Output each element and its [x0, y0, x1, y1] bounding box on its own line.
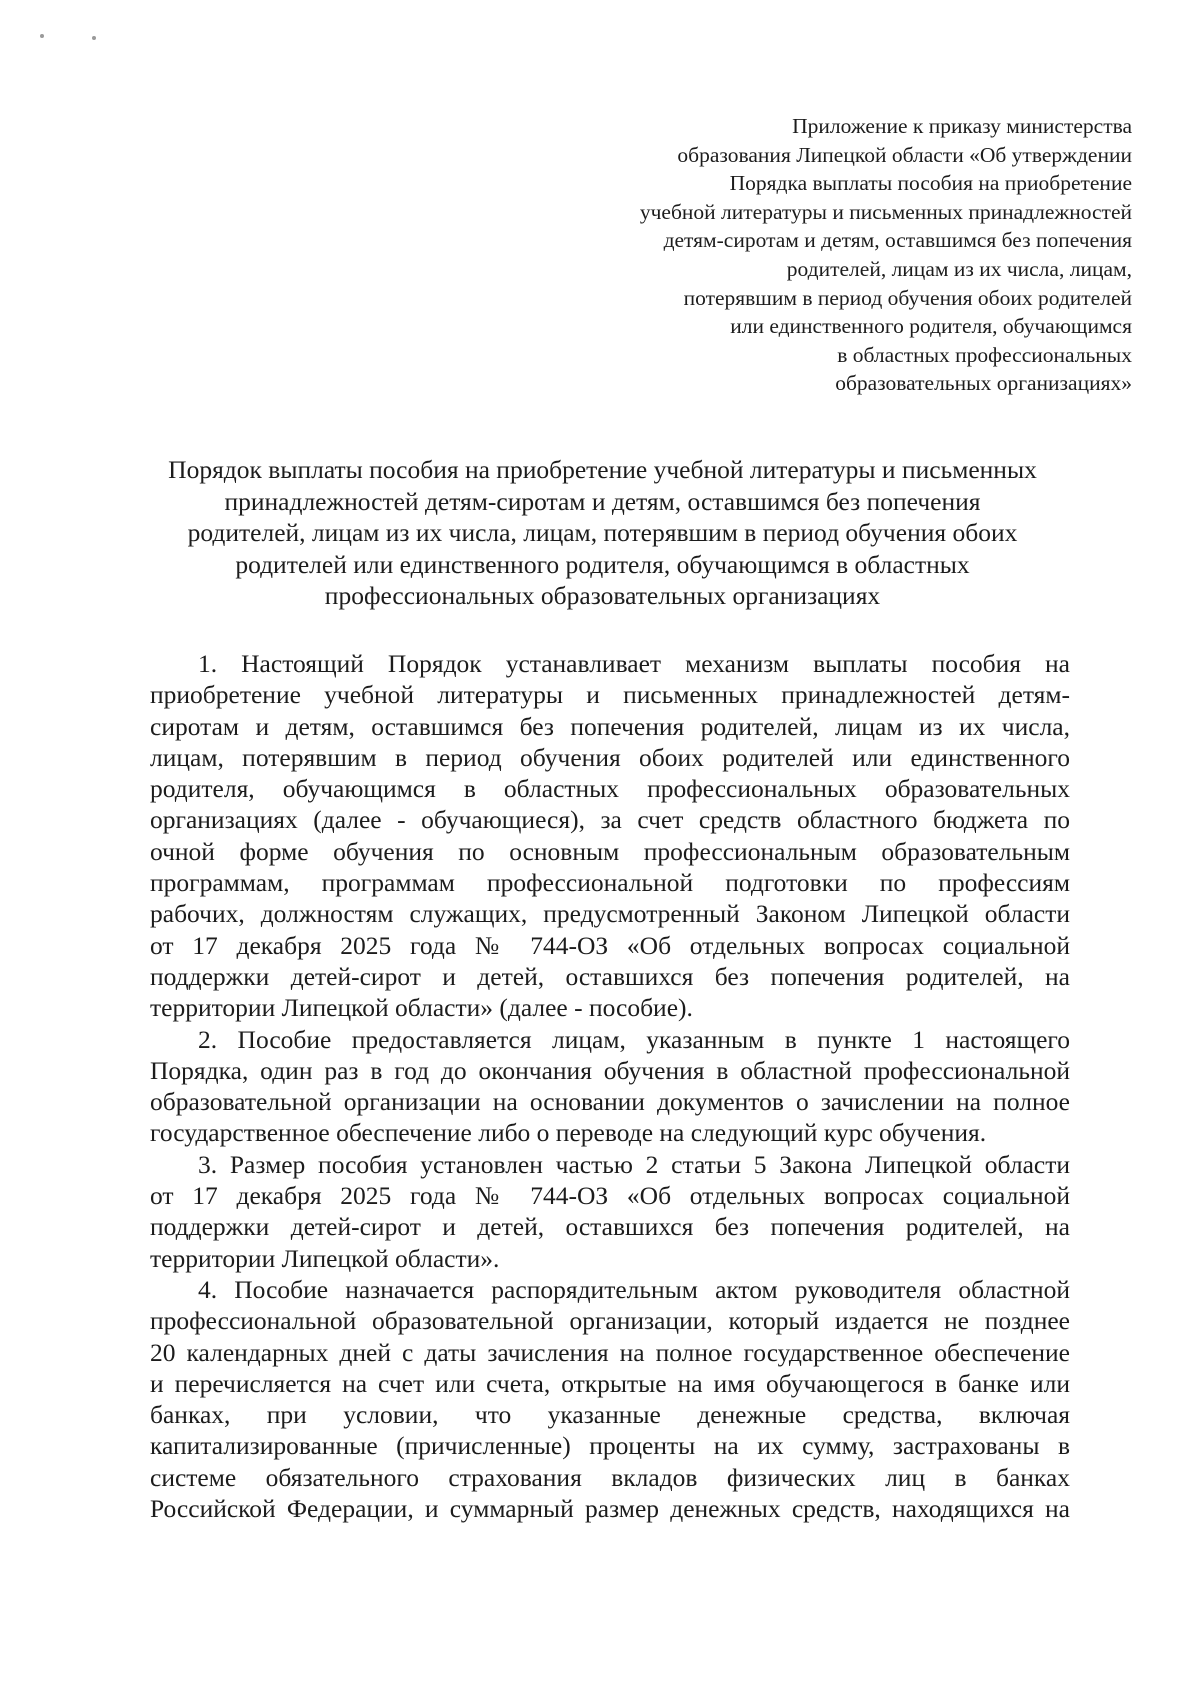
paragraph-line: лицам, потерявшим в период обучения обоих родителей или единственного [150, 742, 1070, 772]
scan-artifact-dot [40, 34, 44, 38]
paragraph-line: очной форме обучения по основным профессиональным образовательным [150, 836, 1070, 866]
paragraph-line: от 17 декабря 2025 года № 744-ОЗ «Об отдельных вопросах социальной [150, 930, 1070, 960]
paragraph-line: 1. Настоящий Порядок устанавливает механизм выплаты пособия на [198, 649, 1070, 678]
paragraph-line: приобретение учебной литературы и письменных принадлежностей детям- [150, 680, 1070, 710]
paragraph-line: родителя, обучающимся в областных профессиональных образовательных [150, 774, 1070, 804]
paragraph-4 [150, 1274, 1070, 1524]
paragraph-line: 20 календарных дней с даты зачисления на полное государственное обеспечение [150, 1337, 1070, 1367]
paragraph-line: программам, программам профессиональной подготовки по профессиям [150, 868, 1070, 898]
paragraph-line: банках, при условии, что указанные денежные средства, включая [150, 1400, 1070, 1430]
title-line: принадлежностей детям-сиротам и детям, оставшимся без попечения [224, 486, 981, 516]
paragraph-line: от 17 декабря 2025 года № 744-ОЗ «Об отдельных вопросах социальной [150, 1181, 1070, 1211]
title-line: Порядок выплаты пособия на приобретение учебной литературы и письменных [168, 455, 1037, 484]
paragraph-line: сиротам и детям, оставшимся без попечения родителей, лицам из их числа, [150, 711, 1070, 741]
paragraph-line: капитализированные (причисленные) проценты на их сумму, застрахованы в [150, 1431, 1070, 1461]
paragraph-1 [150, 648, 1070, 1024]
paragraph-line: поддержки детей-сирот и детей, оставшихся без попечения родителей, на [150, 1212, 1070, 1242]
paragraph-line: 4. Пособие назначается распорядительным актом руководителя областной [198, 1274, 1070, 1304]
paragraph-line: системе обязательного страхования вкладов физических лиц в банках [150, 1462, 1070, 1492]
title-line: профессиональных образовательных организациях [324, 581, 881, 610]
paragraph-line: государственное обеспечение либо о переводе на следующий курс обучения. [150, 1118, 987, 1148]
document-body [150, 648, 1070, 1524]
appendix-line: образования Липецкой области «Об утверждении [677, 142, 1132, 167]
appendix-line: потерявшим в период обучения обоих родителей [683, 285, 1132, 310]
paragraph-3 [150, 1149, 1070, 1274]
appendix-line: детям-сиротам и детям, оставшимся без попечения [663, 228, 1132, 253]
paragraph-line: профессиональной образовательной организации, который издается не позднее [150, 1306, 1070, 1336]
paragraph-line: поддержки детей-сирот и детей, оставшихся без попечения родителей, на [150, 961, 1070, 991]
paragraph-2 [150, 1024, 1070, 1149]
appendix-line: учебной литературы и письменных принадлежностей [639, 199, 1132, 224]
paragraph-line: организациях (далее - обучающиеся), за счет средств областного бюджета по [150, 805, 1070, 835]
paragraph-line: и перечисляется на счет или счета, открытые на имя обучающегося в банке или [150, 1368, 1070, 1398]
paragraph-line: Российской Федерации, и суммарный размер денежных средств, находящихся на [150, 1494, 1070, 1524]
title-line: родителей, лицам из их числа, лицам, потерявшим в период обучения обоих [187, 518, 1018, 547]
document-title [140, 454, 1065, 612]
appendix-line: образовательных организациях» [835, 371, 1132, 396]
appendix-line: или единственного родителя, обучающимся [730, 314, 1132, 339]
paragraph-line: образовательной организации на основании документов о зачислении на полное [150, 1087, 1070, 1117]
appendix-line: Порядка выплаты пособия на приобретение [729, 171, 1132, 196]
paragraph-line: 3. Размер пособия установлен частью 2 статьи 5 Закона Липецкой области [198, 1149, 1070, 1179]
paragraph-line: рабочих, должностям служащих, предусмотренный Законом Липецкой области [150, 899, 1070, 929]
paragraph-line: 2. Пособие предоставляется лицам, указанным в пункте 1 настоящего [198, 1024, 1070, 1054]
title-line: родителей или единственного родителя, обучающимся в областных [235, 549, 970, 579]
scan-artifact-dot [92, 36, 96, 40]
paragraph-line: территории Липецкой области» (далее - пособие). [150, 993, 693, 1023]
paragraph-line: территории Липецкой области». [150, 1243, 500, 1273]
appendix-line: Приложение к приказу министерства [792, 114, 1132, 138]
appendix-line: в областных профессиональных [837, 342, 1132, 367]
appendix-header [492, 112, 1132, 398]
appendix-line: родителей, лицам из их числа, лицам, [786, 256, 1132, 281]
paragraph-line: Порядка, один раз в год до окончания обучения в областной профессиональной [150, 1055, 1070, 1085]
